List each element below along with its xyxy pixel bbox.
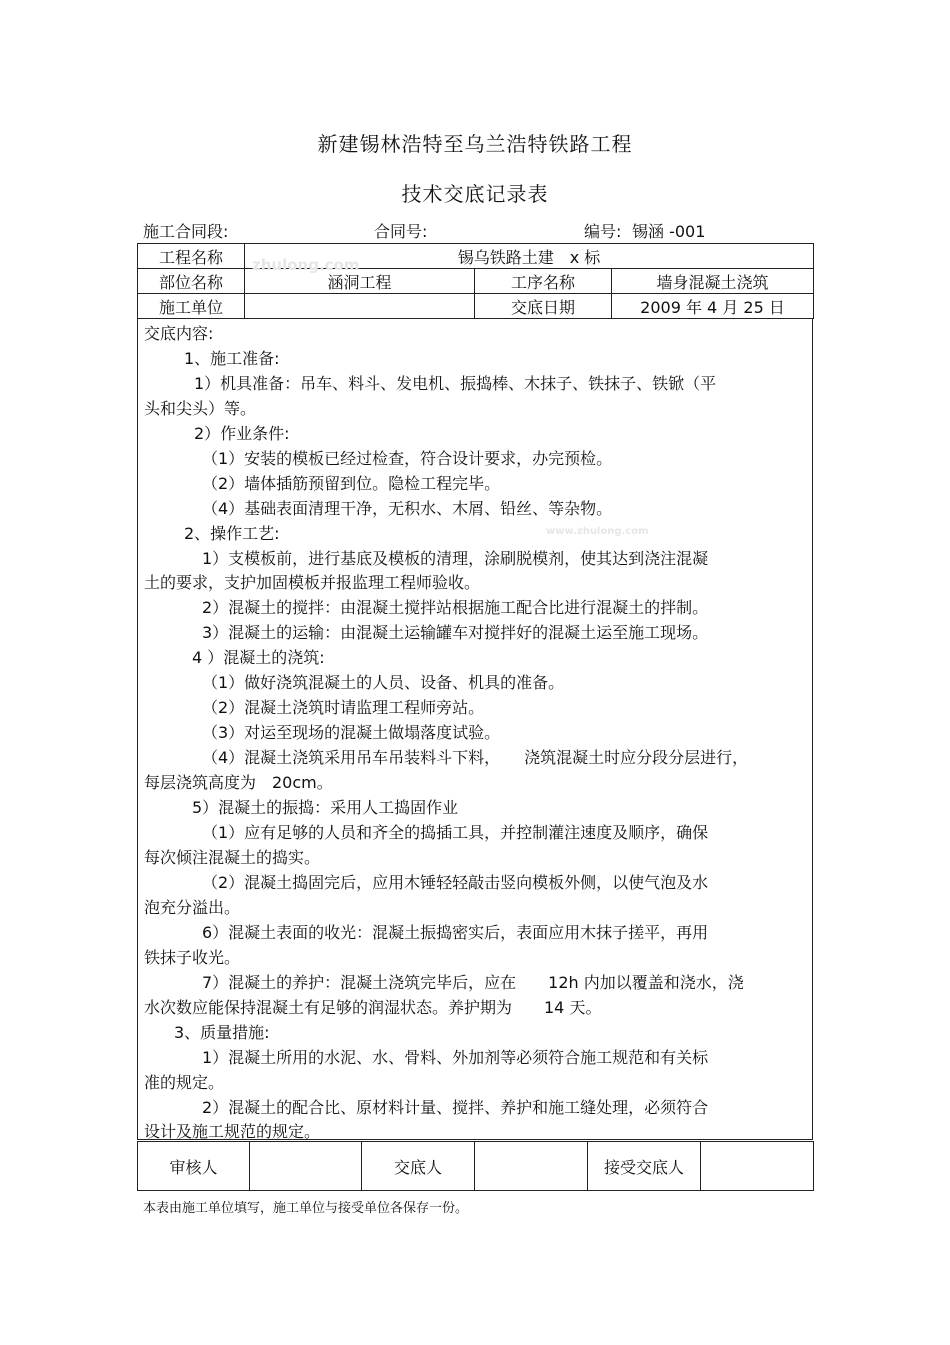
part-name-value: 涵洞工程 [245, 269, 475, 294]
content-line: 1）支模板前，进行基底及模板的清理，涂刷脱模剂，使其达到浇注混凝 [202, 549, 709, 568]
process-name-value: 墙身混凝土浇筑 [612, 269, 814, 294]
content-line: （1）做好浇筑混凝土的人员、设备、机具的准备。 [202, 673, 565, 692]
content-line: 4 ）混凝土的浇筑: [192, 648, 325, 667]
content-line: 泡充分溢出。 [144, 898, 241, 917]
content-line: 设计及施工规范的规定。 [144, 1122, 321, 1141]
content-line: 铁抹子收光。 [144, 948, 241, 967]
content-line: 2）混凝土的配合比、原材料计量、搅拌、养护和施工缝处理，必须符合 [202, 1098, 709, 1117]
content-line: 头和尖头）等。 [144, 399, 257, 418]
content-line: 1）机具准备：吊车、料斗、发电机、振捣棒、木抹子、铁抹子、铁锨（平 [194, 374, 717, 393]
project-name-label: 工程名称 [138, 244, 245, 269]
content-line: （4）基础表面清理干净，无积水、木屑、铅丝、等杂物。 [202, 499, 613, 518]
project-name-value: 锡乌铁路土建 x 标 [245, 244, 814, 269]
footnote: 本表由施工单位填写，施工单位与接受单位各保存一份。 [143, 1201, 469, 1216]
info-table [137, 243, 814, 319]
receiver-label: 接受交底人 [588, 1142, 701, 1191]
content-line: 土的要求，支护加固模板并报监理工程师验收。 [144, 573, 481, 592]
table-row [138, 244, 814, 269]
content-box [137, 319, 813, 1140]
content-line: 6）混凝土表面的收光：混凝土振捣密实后，表面应用木抹子搓平，再用 [202, 923, 709, 942]
content-line: 3、质量措施: [174, 1023, 270, 1042]
watermark: www.zhulong.com [546, 526, 649, 537]
contract-section-label: 施工合同段: [143, 222, 229, 241]
part-name-label: 部位名称 [138, 269, 245, 294]
content-line: 5）混凝土的振捣：采用人工捣固作业 [192, 798, 459, 817]
signature-table [137, 1141, 814, 1191]
content-line: 1、施工准备: [184, 349, 280, 368]
content-line: 每层浇筑高度为 20cm。 [144, 773, 333, 792]
content-line: 2）混凝土的搅拌：由混凝土搅拌站根据施工配合比进行混凝土的拌制。 [202, 598, 709, 617]
content-line: （1）应有足够的人员和齐全的捣插工具，并控制灌注速度及顺序，确保 [202, 823, 709, 842]
content-line: （4）混凝土浇筑采用吊车吊装料斗下料， 浇筑混凝土时应分段分层进行， [202, 748, 749, 767]
document-title: 新建锡林浩特至乌兰浩特铁路工程 [317, 132, 633, 156]
process-name-label: 工序名称 [475, 269, 612, 294]
table-row [138, 294, 814, 319]
discloser-field[interactable] [475, 1142, 588, 1191]
content-line: （2）混凝土捣固完后，应用木锤轻轻敲击竖向模板外侧，以使气泡及水 [202, 873, 709, 892]
content-label: 交底内容: [144, 324, 214, 343]
content-line: 7）混凝土的养护：混凝土浇筑完毕后，应在 12h 内加以覆盖和浇水，浇 [202, 973, 744, 992]
content-line: 1）混凝土所用的水泥、水、骨料、外加剂等必须符合施工规范和有关标 [202, 1048, 709, 1067]
content-line: （2）墙体插筋预留到位。隐检工程完毕。 [202, 474, 501, 493]
document-subtitle: 技术交底记录表 [401, 182, 549, 206]
watermark: zhulong.com [252, 256, 360, 274]
content-line: （2）混凝土浇筑时请监理工程师旁站。 [202, 698, 485, 717]
content-line: 准的规定。 [144, 1073, 225, 1092]
serial-label: 编号: [584, 222, 622, 241]
reviewer-label: 审核人 [138, 1142, 250, 1191]
serial-value: 锡涵 -001 [632, 222, 706, 241]
reviewer-field[interactable] [250, 1142, 362, 1191]
discloser-label: 交底人 [362, 1142, 475, 1191]
content-line: （3）对运至现场的混凝土做塌落度试验。 [202, 723, 501, 742]
table-row [138, 269, 814, 294]
date-label: 交底日期 [475, 294, 612, 319]
date-value: 2009 年 4 月 25 日 [612, 294, 814, 319]
content-line: 2）作业条件: [194, 424, 290, 443]
unit-label: 施工单位 [138, 294, 245, 319]
contract-no-label: 合同号: [374, 222, 428, 241]
content-line: 2、操作工艺: [184, 524, 280, 543]
content-line: 水次数应能保持混凝土有足够的润湿状态。养护期为 14 天。 [144, 998, 602, 1017]
content-line: 每次倾注混凝土的捣实。 [144, 848, 321, 867]
table-row [138, 1142, 814, 1191]
unit-value [245, 294, 475, 319]
content-line: （1）安装的模板已经过检查，符合设计要求，办完预检。 [202, 449, 613, 468]
content-line: 3）混凝土的运输：由混凝土运输罐车对搅拌好的混凝土运至施工现场。 [202, 623, 709, 642]
receiver-field[interactable] [701, 1142, 814, 1191]
